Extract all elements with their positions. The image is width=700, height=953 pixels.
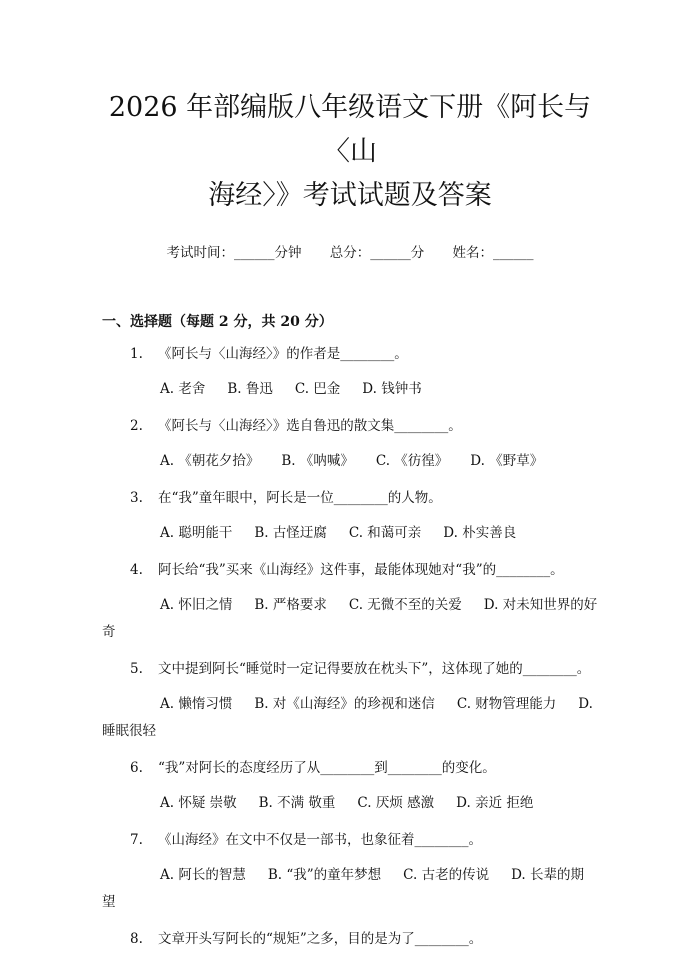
option-a: A. 聪明能干 xyxy=(160,525,233,541)
options-2 xyxy=(102,448,598,475)
options-5 xyxy=(102,691,598,745)
option-d: D. 钱钟书 xyxy=(362,381,422,397)
option-b: B. “我”的童年梦想 xyxy=(267,867,382,883)
question-number: 6. xyxy=(130,760,143,776)
options-3 xyxy=(102,520,598,547)
exam-time: 考试时间：______分钟 xyxy=(166,245,302,261)
option-d: D. 亲近 拒绝 xyxy=(456,795,534,811)
exam-meta xyxy=(102,241,598,261)
option-c: C. 和蔼可亲 xyxy=(348,525,422,541)
options-1 xyxy=(102,376,598,403)
title-line-1: 2026 年部编版八年级语文下册《阿长与〈山 xyxy=(108,92,592,167)
question-number: 3. xyxy=(130,490,143,506)
option-b: B. 古怪迂腐 xyxy=(254,525,327,541)
question-stem: 阿长给“我”买来《山海经》这件事，最能体现她对“我”的________。 xyxy=(158,562,564,578)
option-a: A. 怀疑 崇敬 xyxy=(160,795,237,811)
option-b: B. 不满 敬重 xyxy=(258,795,336,811)
option-c: C. 厌烦 感激 xyxy=(357,795,435,811)
option-a: A. 《朝花夕拾》 xyxy=(160,453,260,469)
section-heading: 一、选择题（每题 2 分，共 20 分） xyxy=(102,314,333,330)
option-d: D. 朴实善良 xyxy=(443,525,517,541)
question-6 xyxy=(102,755,598,782)
question-4 xyxy=(102,557,598,584)
question-8 xyxy=(102,926,598,953)
option-a: A. 怀旧之情 xyxy=(160,597,233,613)
option-a: A. 阿长的智慧 xyxy=(160,867,246,883)
question-stem: 文中提到阿长“睡觉时一定记得要放在枕头下”，这体现了她的________。 xyxy=(158,661,591,677)
question-number: 1. xyxy=(130,346,143,362)
option-a: A. 懒惰习惯 xyxy=(160,696,233,712)
question-5 xyxy=(102,656,598,683)
question-stem: 《阿长与〈山海经〉》选自鲁迅的散文集________。 xyxy=(158,418,462,434)
question-number: 7. xyxy=(130,832,143,848)
question-number: 5. xyxy=(130,661,143,677)
options-7 xyxy=(102,862,598,916)
option-c: C. 古老的传说 xyxy=(403,867,490,883)
exam-title xyxy=(102,0,598,218)
option-b: B. 对《山海经》的珍视和迷信 xyxy=(254,696,435,712)
title-line-2: 海经〉》考试试题及答案 xyxy=(208,180,492,211)
question-1 xyxy=(102,341,598,368)
option-c: C. 巴金 xyxy=(294,381,341,397)
question-stem: 文章开头写阿长的“规矩”之多，目的是为了________。 xyxy=(158,931,483,947)
question-3 xyxy=(102,485,598,512)
option-b: B. 严格要求 xyxy=(254,597,327,613)
question-stem: 在“我”童年眼中，阿长是一位________的人物。 xyxy=(158,490,442,506)
option-d: D. 睡眠很轻 xyxy=(102,696,593,739)
question-2 xyxy=(102,413,598,440)
student-name: 姓名：______ xyxy=(452,245,534,261)
option-b: B. 《呐喊》 xyxy=(281,453,354,469)
question-stem: 《阿长与〈山海经〉》的作者是________。 xyxy=(158,346,408,362)
question-stem: “我”对阿长的态度经历了从________到________的变化。 xyxy=(158,760,496,776)
question-number: 4. xyxy=(130,562,143,578)
option-d: D. 对未知世界的好奇 xyxy=(102,597,598,640)
question-7 xyxy=(102,827,598,854)
question-stem: 《山海经》在文中不仅是一部书，也象征着________。 xyxy=(158,832,482,848)
question-list xyxy=(102,341,598,953)
option-b: B. 鲁迅 xyxy=(227,381,273,397)
options-4 xyxy=(102,592,598,646)
question-number: 8. xyxy=(130,931,143,947)
option-a: A. 老舍 xyxy=(160,381,206,397)
option-c: C. 无微不至的关爱 xyxy=(348,597,462,613)
question-number: 2. xyxy=(130,418,143,434)
option-d: D. 《野草》 xyxy=(470,453,544,469)
option-d: D. 长辈的期望 xyxy=(102,867,585,910)
option-c: C. 财物管理能力 xyxy=(456,696,557,712)
options-6 xyxy=(102,790,598,817)
option-c: C. 《彷徨》 xyxy=(375,453,449,469)
total-score: 总分：______分 xyxy=(329,245,425,261)
